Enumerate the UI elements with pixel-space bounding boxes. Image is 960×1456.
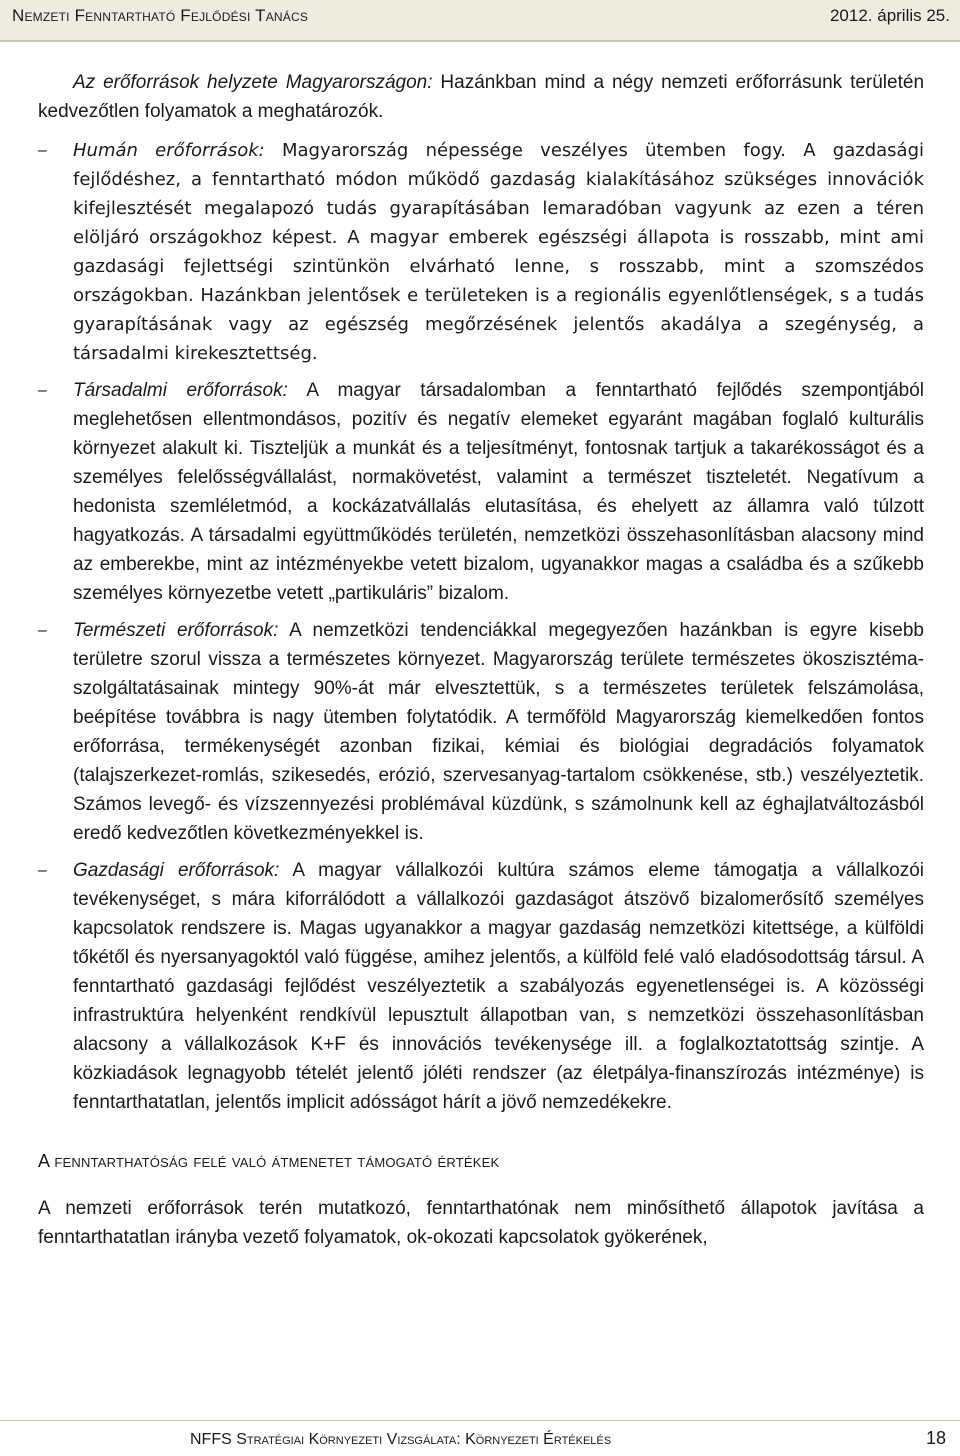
item-text: Magyarország népessége veszélyes ütemben fogy. A gazdasági fejlődéshez, a fenntartható módon működő gazdaság kialakításához szükséges innovációk kifejlesztését megalapozó tudás gyarapításában lemaradóban vagyunk az ezen a téren elöljáró országokhoz képest. A magyar emberek egészségi állapota is rosszabb, mint ami gazdasági fejlettségi szintünkön elvárható lenne, s rosszabb, mint a szomszédos országokban. Hazánkban jelentősek e területeken is a regionális egyenlőtlenségek, s a tudás gyarapításának vagy az egészség megőrzésének jelentős akadálya a szegénység, a társadalmi kirekesztettség. (73, 140, 924, 364)
list-item (38, 136, 924, 368)
resource-list (38, 136, 924, 1117)
list-item (38, 856, 924, 1117)
header-title: Nemzeti Fenntartható Fejlődési Tanács (12, 6, 309, 25)
list-item (38, 616, 924, 848)
page-header (0, 0, 960, 42)
intro-text: Hazánkban mind a négy nemzeti erőforrásunk területén kedvezőtlen folyamatok a meghatározók. (38, 72, 925, 122)
item-label: Társadalmi erőforrások: (73, 380, 288, 401)
item-text: A magyar vállalkozói kultúra számos eleme támogatja a vállalkozói tevékenységet, s mára kiforrálódott a vállalkozói gazdaságot átszövő bizalomerősítő személyes kapcsolatok rendszere is. Magas ugyanakkor a magyar gazdaság nemzetközi kitettsége, a külföldi tőkétől és nyersanyagoktól való függése, amihez jelentős, a külföld felé való eladósodottság társul. A fenntartható gazdasági fejlődést veszélyeztetik a szabályozás egyenetlenségei is. A közösségi infrastruktúra helyenként rendkívül lepusztult állapotban van, s nemzetközi összehasonlításban alacsony a vállalkozások K+F és innovációs tevékenysége ill. a foglalkoztatottság szintje. A közkiadások legnagyobb tételét jelentő jóléti rendszer (az életpálya-finanszírozás intézménye) is fenntarthatatlan, jelentős implicit adósságot hárít a jövő nemzedékekre. (73, 860, 924, 1113)
page-footer (0, 1420, 960, 1456)
dash-bullet: – (38, 382, 47, 399)
dash-bullet: – (38, 862, 47, 879)
list-item (38, 376, 924, 608)
intro-heading: Az erőforrások helyzete Magyarországon: (73, 72, 433, 93)
item-label: Természeti erőforrások: (73, 620, 279, 641)
section-heading: A fenntarthatóság felé való átmenetet támogató értékek (38, 1151, 500, 1171)
item-paragraph (73, 376, 924, 608)
item-text: A magyar társadalomban a fenntartható fejlődés szempontjából meglehetősen ellentmondásos, pozitív és negatív elemeket egyaránt magában foglaló kulturális környezet alakult ki. Tiszteljük a munkát és a teljesítményt, fontosnak tartjuk a takarékosságot és a személyes felelősségvállalást, normakövetést, valamint a természet tiszteletét. Negatívum a hedonista szemléletmód, a kockázatvállalás elutasítása, és ehelyett az államra való túlzott hagyatkozás. A társadalmi együttműködés területén, nemzetközi összehasonlításban alacsony mind az emberekbe, mint az intézményekbe vetett bizalom, ugyanakkor magas a családba és a szűkebb személyes környezetbe vetett „partikuláris” bizalom. (73, 380, 925, 604)
item-text: A nemzetközi tendenciákkal megegyezően hazánkban is egyre kisebb területre szorul vissza a természetes környezet. Magyarország területe természetes ökoszisztéma-szolgáltatásainak mintegy 90%-át már elvesztettük, s a természetes területek felszámolása, beépítése továbbra is nagy ütemben folytatódik. A termőföld Magyarország kiemelkedően fontos erőforrása, termékenységét azonban fizikai, kémiai és biológiai degradációs folyamatok (talajszerkezet-romlás, szikesedés, erózió, szervesanyag-tartalom csökkenése, stb.) veszélyeztetik. Számos levegő- és vízszennyezési problémával küzdünk, s számolnunk kell az éghajlatváltozásból eredő kedvezőtlen következményekkel is. (73, 620, 924, 844)
item-paragraph (73, 616, 924, 848)
dash-bullet: – (38, 622, 47, 639)
section-paragraph: A nemzeti erőforrások terén mutatkozó, fenntarthatónak nem minősíthető állapotok javítása a fenntarthatatlan irányba vezető folyamatok, ok-okozati kapcsolatok gyökerének, (38, 1198, 924, 1248)
page-number: 18 (925, 1428, 946, 1448)
intro-paragraph (38, 68, 924, 126)
document-body (38, 68, 924, 1252)
item-label: Gazdasági erőforrások: (73, 860, 280, 881)
item-label: Humán erőforrások: (73, 140, 265, 161)
footer-title: NFFS Stratégiai Környezeti Vizsgálata: Környezeti Értékelés (190, 1431, 612, 1448)
header-date: 2012. április 25. (829, 6, 950, 25)
item-paragraph (73, 856, 924, 1117)
dash-bullet: – (38, 142, 47, 159)
item-paragraph (73, 136, 924, 368)
